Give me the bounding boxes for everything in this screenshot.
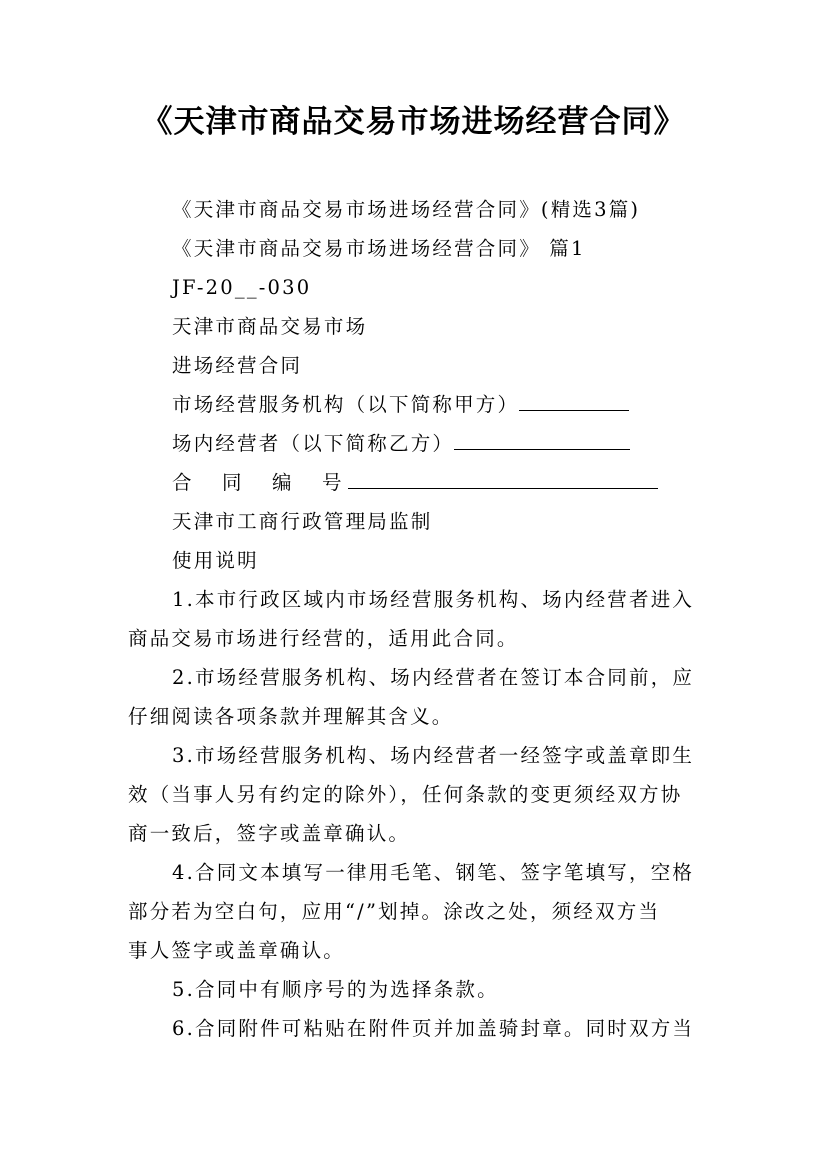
paragraph-line: 部分若为空白句，应用“/”划掉。涂改之处，须经双方当 [128, 900, 661, 923]
supervisor-line: 天津市工商行政管理局监制 [172, 510, 433, 533]
party-a-label: 市场经营服务机构（以下简称甲方） [172, 393, 520, 416]
contract-code: JF-20__-030 [172, 276, 312, 299]
party-b-blank [454, 429, 630, 450]
cover-line-contract: 进场经营合同 [172, 354, 303, 377]
paragraph-line: 仔细阅读各项条款并理解其含义。 [128, 705, 454, 728]
paragraph-line: 2.市场经营服务机构、场内经营者在签订本合同前，应 [172, 666, 695, 689]
contract-number-char: 号 [322, 471, 342, 494]
cover-line-market: 天津市商品交易市场 [172, 315, 368, 338]
subtitle-selection: 《天津市商品交易市场进场经营合同》(精选3篇) [172, 198, 641, 221]
paragraph-line: 事人签字或盖章确认。 [128, 939, 346, 962]
party-b-label: 场内经营者（以下简称乙方） [172, 432, 455, 455]
document-title: 《天津市商品交易市场进场经营合同》 [141, 104, 686, 140]
paragraph-line: 1.本市行政区域内市场经营服务机构、场内经营者进入 [172, 588, 695, 611]
contract-number-char: 合 [172, 471, 192, 494]
paragraph-line: 3.市场经营服务机构、场内经营者一经签字或盖章即生 [172, 744, 695, 767]
section-heading: 《天津市商品交易市场进场经营合同》 篇1 [172, 237, 586, 260]
contract-number-char: 同 [222, 471, 242, 494]
paragraph-line: 5.合同中有顺序号的为选择条款。 [172, 978, 499, 1001]
paragraph-line: 商一致后，签字或盖章确认。 [128, 822, 411, 845]
paragraph-line: 4.合同文本填写一律用毛笔、钢笔、签字笔填写，空格 [172, 861, 695, 884]
party-b-row [172, 429, 630, 459]
paragraph-line: 商品交易市场进行经营的，适用此合同。 [128, 627, 519, 650]
paragraph-line: 效（当事人另有约定的除外），任何条款的变更须经双方协 [128, 783, 683, 806]
contract-number-char: 编 [272, 471, 292, 494]
instructions-heading: 使用说明 [172, 549, 259, 572]
party-a-row [172, 390, 629, 420]
contract-number-row [172, 468, 658, 498]
party-a-blank [519, 390, 629, 411]
contract-number-blank [348, 468, 658, 489]
paragraph-line: 6.合同附件可粘贴在附件页并加盖骑封章。同时双方当 [172, 1017, 695, 1040]
